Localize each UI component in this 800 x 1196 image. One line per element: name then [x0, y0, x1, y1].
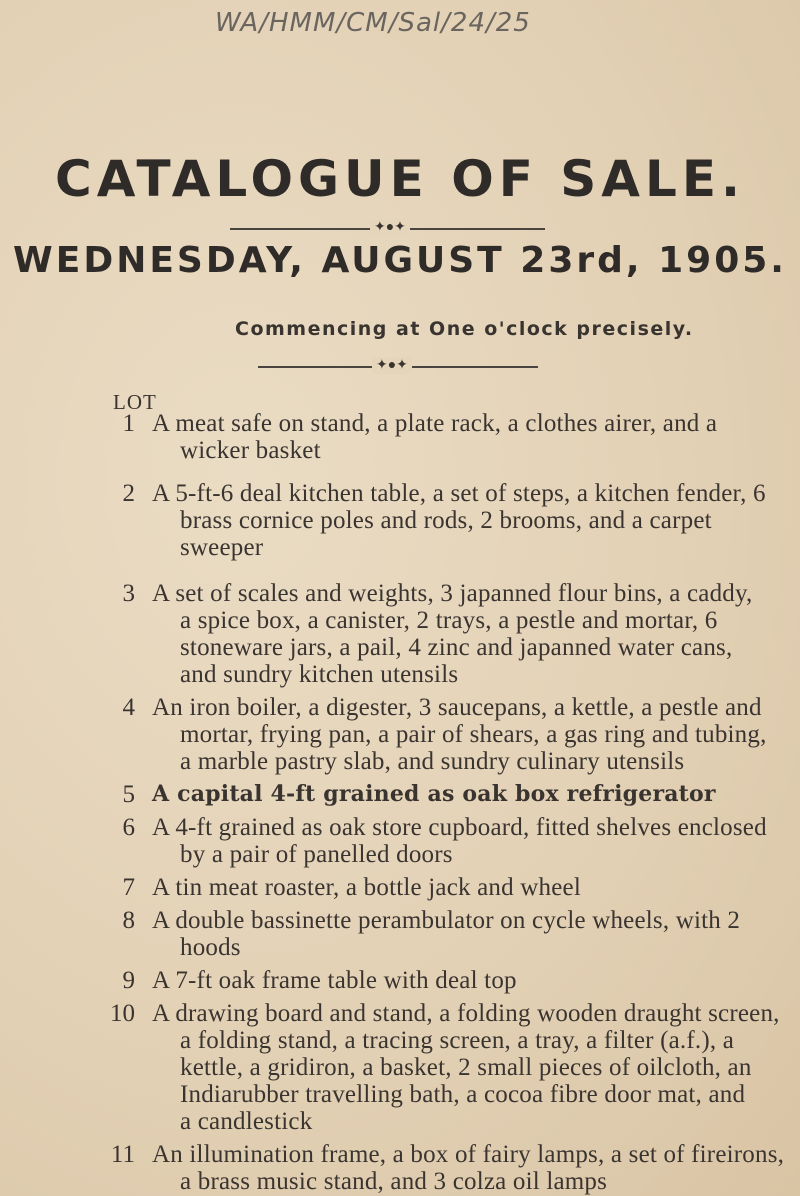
lot-description-line: An illumination frame, a box of fairy lamps, a set of fireirons,: [152, 1141, 785, 1168]
lot-description: [152, 907, 740, 961]
lot-description-line: A set of scales and weights, 3 japanned flour bins, a caddy,: [152, 580, 753, 607]
lot-number: 10: [110, 1000, 135, 1027]
lot-description: [152, 1000, 780, 1135]
lot-description-line: by a pair of panelled doors: [180, 841, 453, 868]
sale-date: WEDNESDAY, AUGUST 23rd, 1905.: [13, 240, 787, 281]
lot-description: [152, 1141, 784, 1195]
lot-number: 8: [122, 907, 135, 934]
lot-description-line: A capital 4-ft grained as oak box refrigerator: [152, 781, 716, 807]
lot-description-line: A 5-ft-6 deal kitchen table, a set of steps, a kitchen fender, 6: [152, 480, 766, 507]
lot-description-line: wicker basket: [180, 437, 321, 464]
lot-description-line: a marble pastry slab, and sundry culinary utensils: [180, 748, 685, 775]
lot-number: 9: [122, 967, 135, 994]
lot-header: LOT: [113, 390, 157, 414]
lot-description-line: a candlestick: [180, 1108, 313, 1135]
lot-description: [152, 814, 767, 868]
lot-description: [152, 580, 753, 688]
lot-number: 2: [122, 480, 135, 507]
lot-description-line: A double bassinette perambulator on cycle wheels, with 2: [152, 907, 741, 934]
lot-description-line: A tin meat roaster, a bottle jack and wheel: [152, 874, 581, 901]
lot-number: 6: [122, 814, 135, 841]
lot-description-line: and sundry kitchen utensils: [180, 661, 459, 688]
lot-description-line: a spice box, a canister, 2 trays, a pestle and mortar, 6: [180, 607, 718, 634]
divider-ornament: ✦●✦: [372, 357, 412, 374]
lot-description-line: A 7-ft oak frame table with deal top: [152, 967, 517, 994]
lot-description-line: hoods: [180, 934, 241, 961]
catalogue-title: CATALOGUE OF SALE.: [55, 150, 745, 208]
lot-number: 11: [110, 1141, 135, 1168]
lot-description: [152, 874, 581, 901]
lot-description-line: kettle, a gridiron, a basket, 2 small pieces of oilcloth, an: [180, 1054, 752, 1081]
divider-ornament: ✦●✦: [370, 219, 410, 236]
lot-description-line: A 4-ft grained as oak store cupboard, fitted shelves enclosed: [152, 814, 767, 841]
lot-description-line: A drawing board and stand, a folding wooden draught screen,: [152, 1000, 780, 1027]
lot-description-line: mortar, frying pan, a pair of shears, a gas ring and tubing,: [180, 721, 767, 748]
lot-description-line: brass cornice poles and rods, 2 brooms, and a carpet: [180, 507, 712, 534]
lot-description-line: a brass music stand, and 3 colza oil lamps: [180, 1168, 608, 1195]
handwritten-reference: WA/HMM/CM/Sal/24/25: [215, 8, 531, 38]
lot-description-line: stoneware jars, a pail, 4 zinc and japanned water cans,: [180, 634, 733, 661]
lot-number: 4: [122, 694, 135, 721]
lot-number: 5: [122, 781, 135, 808]
lot-description: [152, 967, 517, 994]
lot-number: 1: [122, 410, 135, 437]
lot-description-line: a folding stand, a tracing screen, a tray, a filter (a.f.), a: [180, 1027, 735, 1054]
lot-description: [152, 480, 766, 561]
lot-number: 7: [122, 874, 135, 901]
lot-description: [152, 781, 716, 808]
lot-description-line: Indiarubber travelling bath, a cocoa fibre door mat, and: [180, 1081, 746, 1108]
lot-description: [152, 694, 767, 775]
lot-description-line: A meat safe on stand, a plate rack, a clothes airer, and a: [152, 410, 718, 437]
commencing-time: Commencing at One o'clock precisely.: [235, 318, 694, 340]
lot-number: 3: [122, 580, 135, 607]
lot-description: [152, 410, 717, 464]
lot-description-line: sweeper: [180, 534, 264, 561]
lot-description-line: An iron boiler, a digester, 3 saucepans, a kettle, a pestle and: [152, 694, 762, 721]
